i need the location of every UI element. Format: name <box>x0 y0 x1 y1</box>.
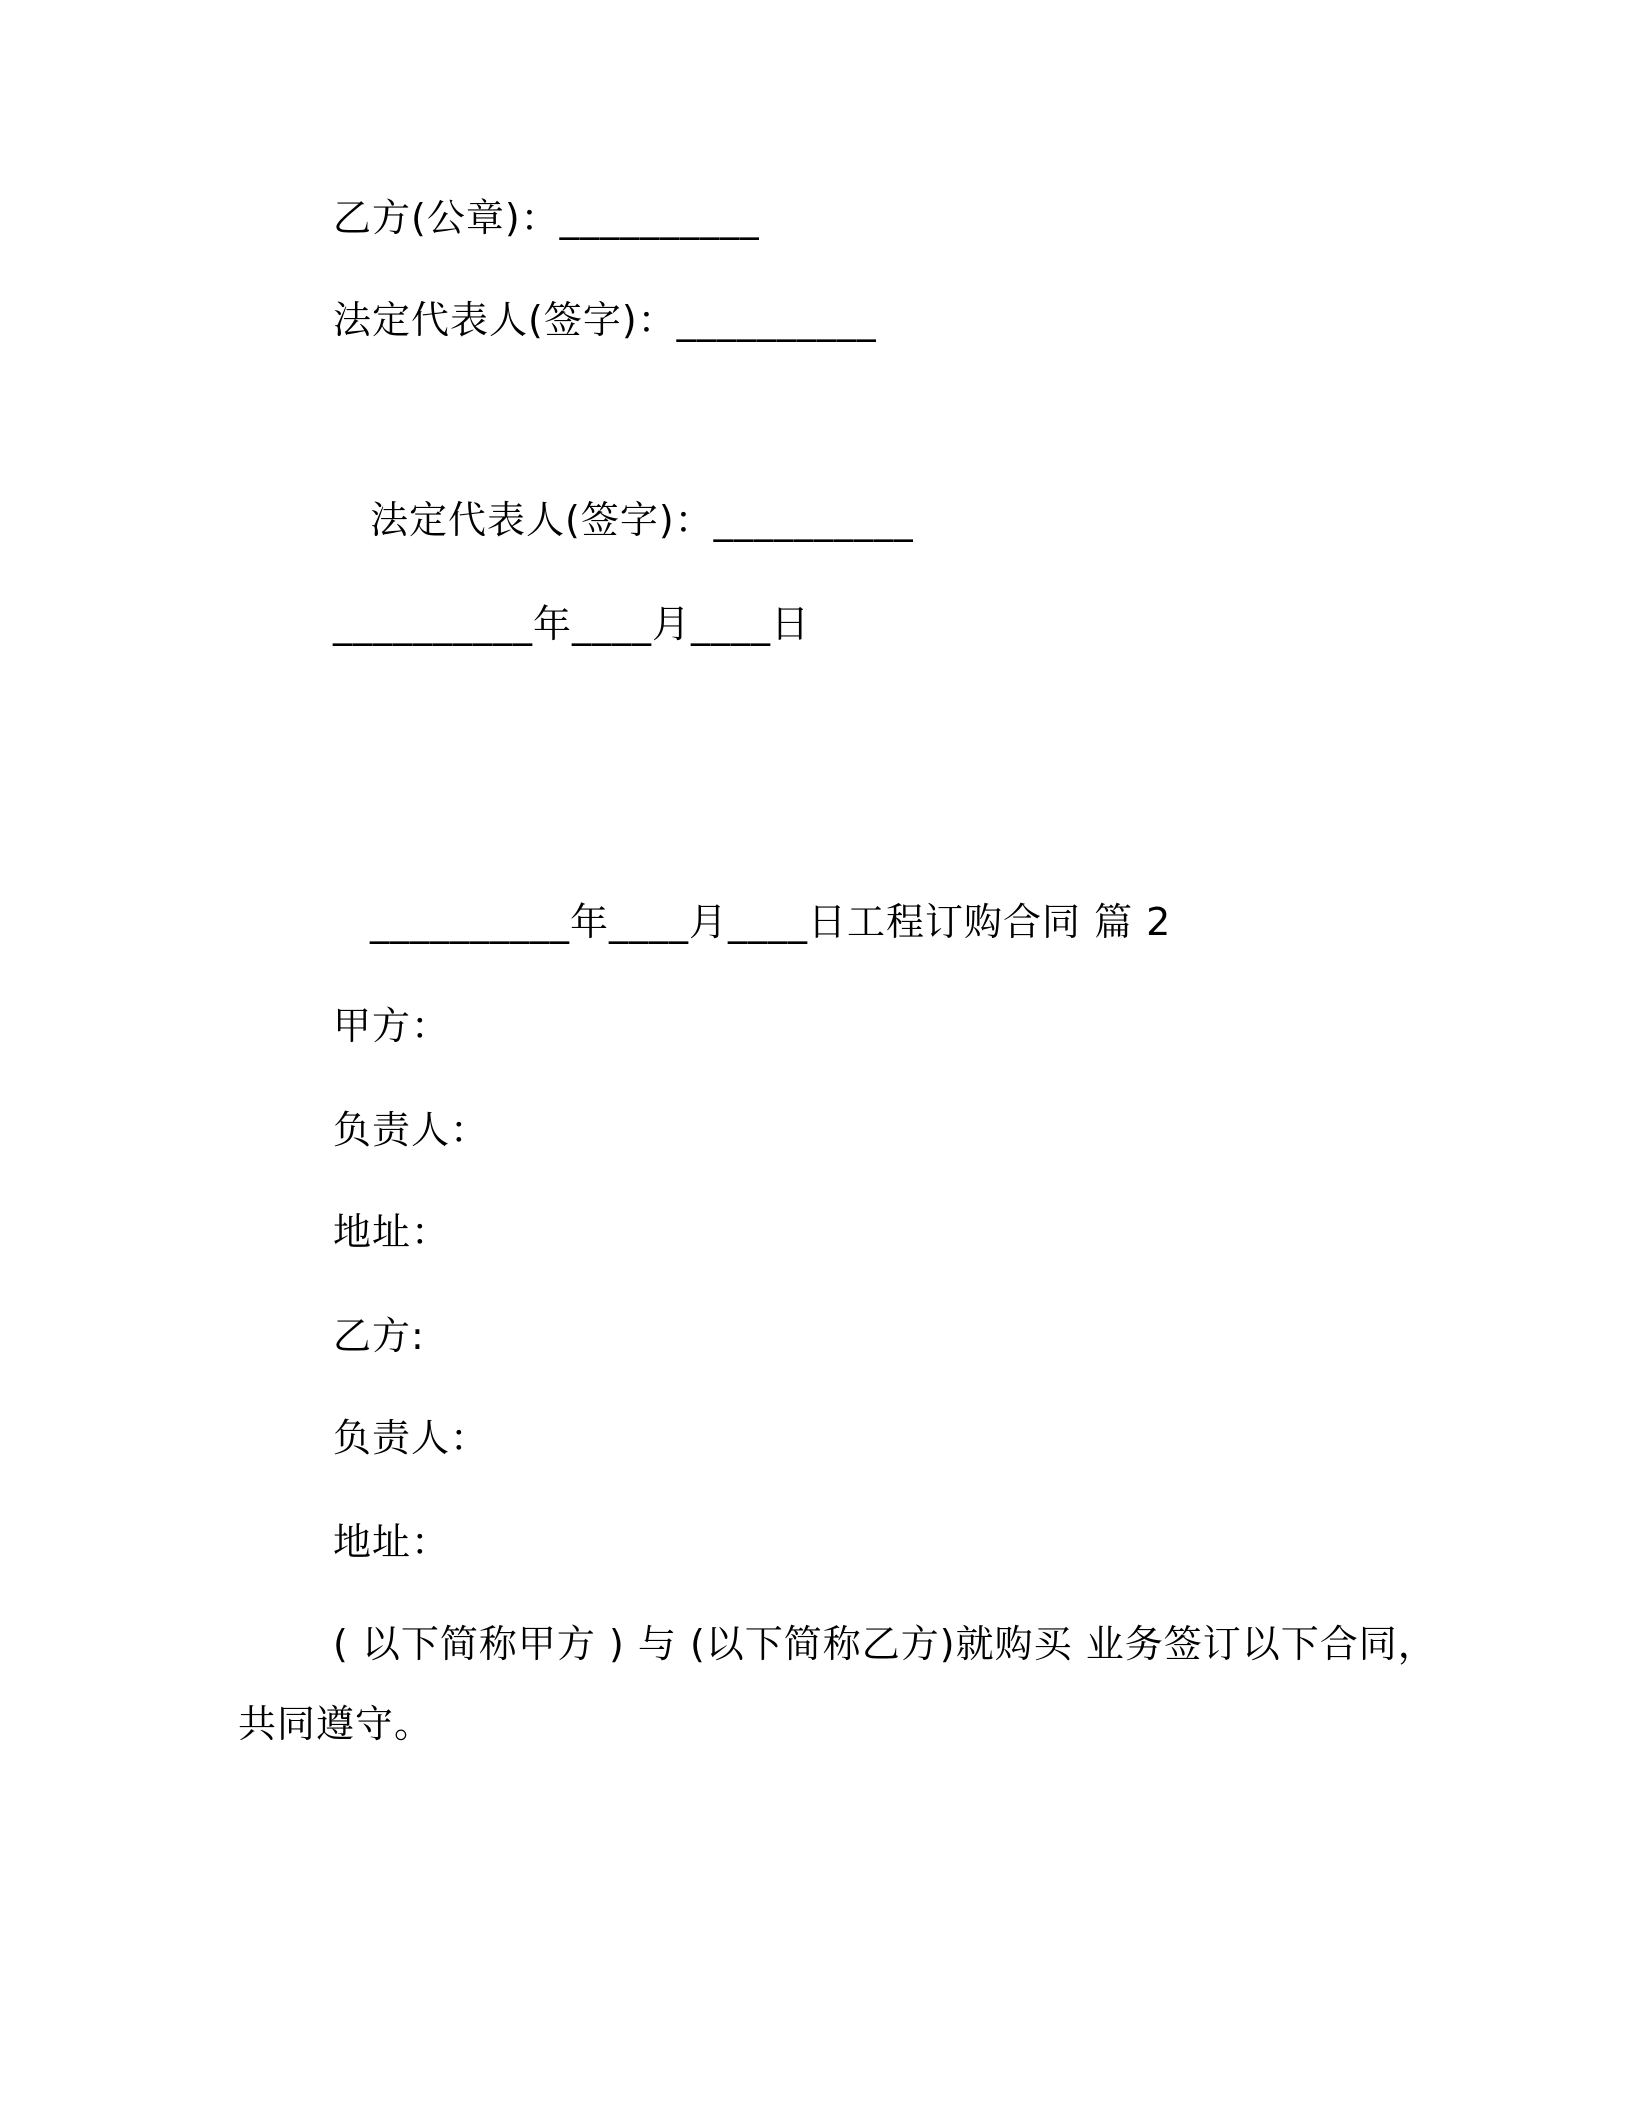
party-a-person-label: 负责人： <box>333 1108 490 1152</box>
party-a-address-label: 地址： <box>333 1210 451 1254</box>
party-b-label: 乙方: <box>333 1314 425 1358</box>
date-line: __________年____月____日 <box>333 602 811 646</box>
party-b-seal-line: 乙方(公章)：__________ <box>333 196 760 240</box>
party-a-label: 甲方： <box>333 1004 451 1048</box>
legal-representative-line-2: 法定代表人(签字)：__________ <box>370 498 914 542</box>
party-b-address-label: 地址： <box>333 1520 451 1564</box>
party-b-person-label: 负责人： <box>333 1416 490 1460</box>
legal-representative-line: 法定代表人(签字)：__________ <box>333 298 877 342</box>
intro-paragraph-line-1: ( 以下简称甲方 ) 与 (以下简称乙方)就购买 业务签订以下合同， <box>333 1622 1437 1666</box>
section-title: __________年____月____日工程订购合同 篇 2 <box>370 900 1172 944</box>
intro-paragraph-line-2: 共同遵守。 <box>238 1702 434 1746</box>
